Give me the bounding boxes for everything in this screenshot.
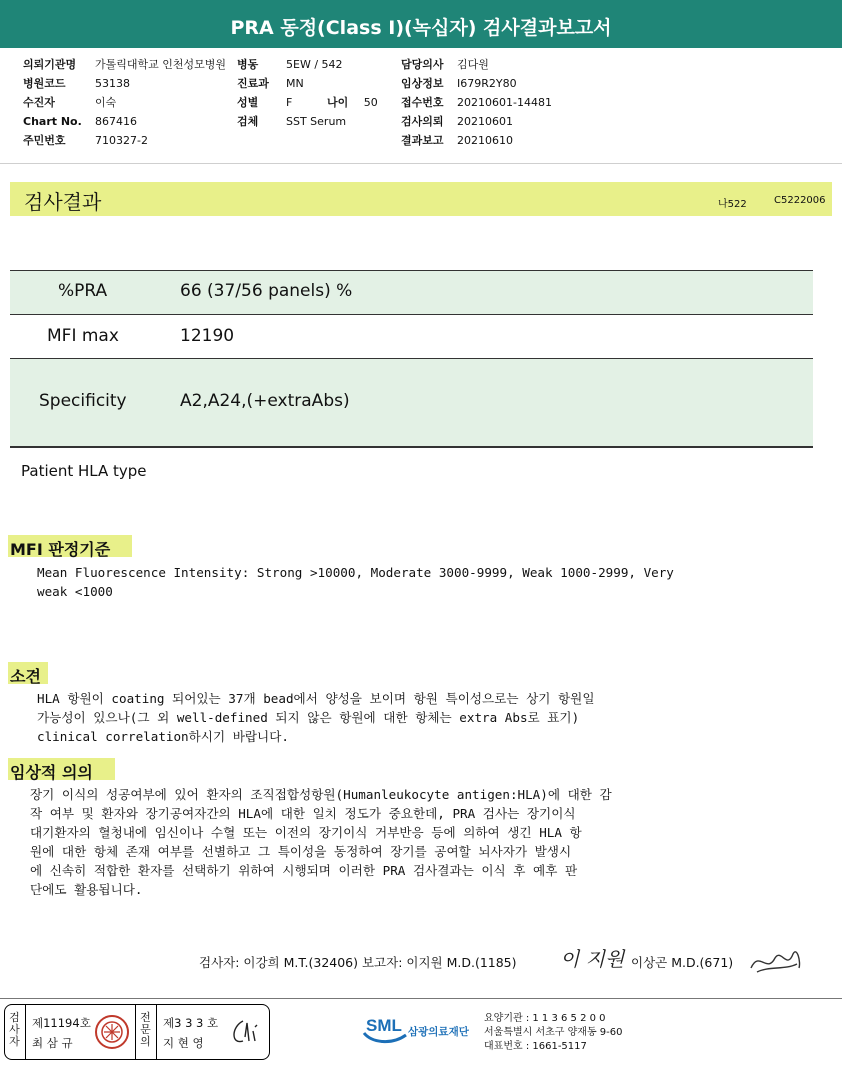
handwritten-signature-2 bbox=[745, 940, 805, 978]
result-section-title: 검사결과 bbox=[24, 190, 102, 214]
result-value: A2,A24,(+extraAbs) bbox=[180, 391, 350, 411]
report-date: 20210610 bbox=[457, 134, 513, 147]
license-no-1: 제11194호 bbox=[32, 1016, 91, 1030]
table-rule bbox=[10, 446, 813, 448]
hospital-code: 53138 bbox=[95, 77, 130, 90]
result-value: 12190 bbox=[180, 326, 235, 346]
result-section-bar bbox=[10, 182, 832, 216]
box-divider bbox=[135, 1005, 136, 1059]
institution-info: 요양기관 : 1 1 3 6 5 2 0 0 서울특별시 서초구 양재동 9-60 대표번호 : 1661-5117 bbox=[484, 1013, 623, 1052]
header-row: 주민번호 bbox=[23, 134, 66, 147]
opinion-title: 소견 bbox=[10, 667, 41, 686]
handwritten-signature-1: 이 지원 bbox=[560, 947, 625, 971]
header-col2: 병동 진료과 성별 검체 bbox=[237, 58, 269, 128]
specialist-name: 지 현 영 bbox=[163, 1036, 204, 1050]
header-row: 의뢰기관명 bbox=[23, 58, 77, 71]
clinical-text: 장기 이식의 성공여부에 있어 환자의 조직접합성항원(Humanleukocyte antigen:HLA)에 대한 감 작 여부 및 환자와 장기공여자간의 HLA에 대한 일치 정도가 중요한데, PRA 검사는 장기이식 대기환자의 혈청내에 임신이나 수혈 또는 이전의 장기이식 거부반응 등에 의하여 생긴 HLA 항 원에 대한 항체 존재 여부를 선별하고 그 특이성을 동정하여 장기를 공여할 뇌사자가 발생시 에 신속히 적합한 환자를 선택하기 위하여 시행되며 이러한 PRA 검사결과는 이식 후 예후 판 단에도 활용됩니다. bbox=[30, 787, 612, 897]
header-row: 병원코드 bbox=[23, 77, 66, 90]
divider bbox=[0, 163, 842, 164]
box-label-1: 검 사 자 bbox=[9, 1011, 20, 1048]
box-divider bbox=[25, 1005, 26, 1059]
result-label: Specificity bbox=[39, 391, 127, 411]
patient-hla-label: Patient HLA type bbox=[21, 462, 147, 480]
technician-name: 최 삼 규 bbox=[32, 1036, 73, 1050]
clinical-info: I679R2Y80 bbox=[457, 77, 517, 90]
specimen: SST Serum bbox=[286, 115, 347, 128]
chart-no: 867416 bbox=[95, 115, 137, 128]
report-title: PRA 동정(Class I)(녹십자) 검사결과보고서 bbox=[0, 0, 842, 48]
header-col1-values bbox=[95, 55, 226, 150]
result-row-pra bbox=[10, 270, 813, 314]
header-row: 수진자 bbox=[23, 96, 55, 109]
license-no-2: 제3 3 3 호 bbox=[163, 1016, 219, 1030]
result-code-2: C5222006 bbox=[774, 195, 826, 206]
sml-logo-text: SML bbox=[366, 1016, 402, 1035]
header-col1 bbox=[23, 55, 82, 150]
box-label-2: 전 문 의 bbox=[140, 1011, 151, 1048]
result-row-specificity bbox=[10, 358, 813, 446]
table-rule bbox=[10, 358, 813, 359]
hospital-name: 가톨릭대학교 인천성모병원 bbox=[95, 58, 227, 71]
footer-divider bbox=[0, 998, 842, 999]
doctor: 김다원 bbox=[457, 58, 489, 71]
patient-name: 이숙 bbox=[95, 96, 117, 109]
result-row-mfi bbox=[10, 314, 813, 358]
result-code-1: 나522 bbox=[718, 199, 747, 210]
department: MN bbox=[286, 77, 304, 90]
clinical-title: 임상적 의의 bbox=[10, 763, 93, 782]
request-date: 20210601 bbox=[457, 115, 513, 128]
mfi-text: Mean Fluorescence Intensity: Strong >10000, Moderate 3000-9999, Weak 1000-2999, Very weak <1000 bbox=[37, 565, 674, 599]
mfi-title: MFI 판정기준 bbox=[10, 540, 111, 559]
sex: F bbox=[286, 96, 293, 109]
header-row: Chart No. bbox=[23, 115, 82, 128]
table-rule bbox=[10, 314, 813, 315]
table-rule bbox=[10, 270, 813, 271]
red-seal-icon bbox=[93, 1013, 131, 1051]
result-value: 66 (37/56 panels) % bbox=[180, 281, 353, 301]
box-divider bbox=[156, 1005, 157, 1059]
certification-box bbox=[4, 1004, 270, 1060]
sml-logo-sub: 삼광의료재단 bbox=[408, 1026, 469, 1038]
signature-line: 검사자: 이강희 M.T.(32406) 보고자: 이지원 M.D.(1185) bbox=[199, 955, 517, 970]
result-label: %PRA bbox=[58, 281, 108, 301]
receipt-no: 20210601-14481 bbox=[457, 96, 552, 109]
specialist-signature bbox=[225, 1015, 263, 1049]
result-label: MFI max bbox=[47, 326, 119, 346]
signature-line-2: 이상곤 M.D.(671) bbox=[631, 955, 734, 970]
ward: 5EW / 542 bbox=[286, 58, 343, 71]
age-field: 나이 50 bbox=[327, 96, 378, 109]
results-table bbox=[10, 270, 813, 448]
header-col3-values bbox=[457, 55, 552, 150]
resident-no: 710327-2 bbox=[95, 134, 148, 147]
header-col3: 담당의사 임상정보 접수번호 검사의뢰 결과보고 bbox=[401, 58, 444, 147]
opinion-text: HLA 항원이 coating 되어있는 37개 bead에서 양성을 보이며 항원 특이성으로는 상기 항원일 가능성이 있으나(그 외 well-defined 되지 않은 항원에 대한 항체는 extra Abs로 표기) clinical correlation하시기 바랍니다. bbox=[37, 691, 595, 744]
